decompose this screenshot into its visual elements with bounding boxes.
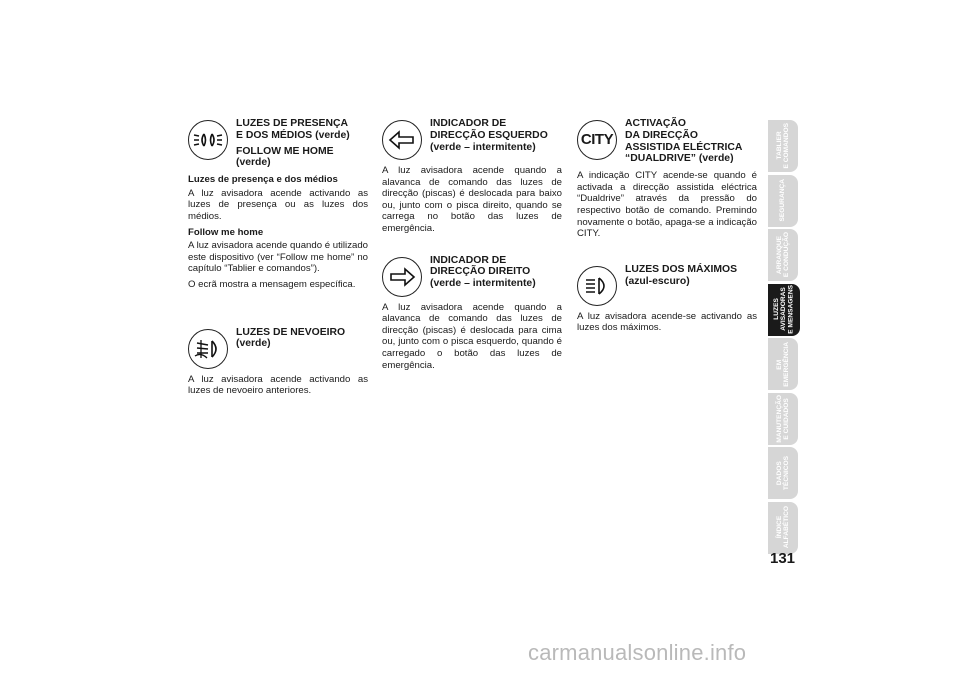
chapter-tabs bbox=[768, 120, 798, 556]
paragraph: A luz avisadora acende quando a alavanca de comando das luzes de direcção (piscas) é deslocada para baixo ou, junto com o pisca direito, quando se carrega no botão das luzes de emergência. bbox=[382, 165, 562, 234]
entry-dualdrive-head bbox=[577, 118, 757, 165]
title-line: INDICADOR DE bbox=[430, 118, 507, 129]
tab-label: SEGURANÇA bbox=[779, 179, 787, 222]
title-line: DIRECÇÃO ESQUERDO bbox=[430, 129, 548, 141]
entry-fog-lights-head bbox=[188, 327, 368, 369]
entry-high-beam-head bbox=[577, 264, 757, 306]
title-color: (verde – intermitente) bbox=[430, 278, 536, 290]
tab-emergencia[interactable] bbox=[768, 338, 798, 390]
fog-light-icon bbox=[188, 329, 228, 369]
tab-dados-tecnicos[interactable] bbox=[768, 447, 798, 499]
title-line: FOLLOW ME HOME bbox=[236, 145, 334, 157]
tab-label: DADOS TÉCNICOS bbox=[775, 455, 790, 491]
page-number: 131 bbox=[770, 550, 796, 567]
title-line: INDICADOR DE bbox=[430, 254, 507, 266]
paragraph: A luz avisadora acende-se activando as luzes dos máximos. bbox=[577, 310, 757, 334]
arrow-left-icon bbox=[382, 120, 422, 160]
city-icon bbox=[577, 120, 617, 160]
entry-title bbox=[430, 255, 562, 290]
entry-position-lights-head bbox=[188, 118, 368, 169]
column-2 bbox=[382, 118, 562, 375]
title-color: (verde) bbox=[236, 157, 271, 169]
entry-title bbox=[625, 118, 757, 165]
title-line: ASSISTIDA ELÉCTRICA bbox=[625, 141, 743, 153]
tab-label: LUZES AVISADORAS E MENSAGENS bbox=[773, 285, 795, 334]
entry-extra-title bbox=[236, 146, 368, 170]
subheading: Follow me home bbox=[188, 226, 264, 238]
title-line: DA DIRECÇÃO bbox=[625, 129, 698, 141]
arrow-right-icon bbox=[382, 257, 422, 297]
title-line: ACTIVAÇÃO bbox=[625, 118, 686, 129]
title-line: LUZES DOS MÁXIMOS bbox=[625, 263, 737, 275]
paragraph: A luz avisadora acende quando a alavanca de comando das luzes de direcção (piscas) é deslocada para cima ou, junto com o pisca esquerdo, quando é carregado o botão das luzes de emergência. bbox=[382, 301, 562, 371]
title-line: LUZES DE NEVOEIRO bbox=[236, 326, 346, 338]
entry-title bbox=[236, 327, 368, 351]
paragraph: A luz avisadora acende activando as luzes de nevoeiro anteriores. bbox=[188, 373, 368, 397]
subheading: Luzes de presença e dos médios bbox=[188, 174, 338, 186]
high-beam-icon bbox=[577, 266, 617, 306]
tab-luzes-avisadoras[interactable] bbox=[768, 284, 800, 336]
title-line: “DUALDRIVE” (verde) bbox=[625, 153, 734, 165]
entry-title bbox=[236, 118, 368, 142]
entry-left-indicator-head bbox=[382, 118, 562, 160]
tab-label: EM EMERGÊNCIA bbox=[775, 341, 790, 387]
title-line: LUZES DE PRESENÇA bbox=[236, 118, 349, 129]
title-color: (azul-escuro) bbox=[625, 275, 690, 287]
tab-tablier[interactable] bbox=[768, 120, 798, 172]
paragraph: A indicação CITY acende-se quando é activada a direcção assistida eléctrica “Dualdrive” através da pressão do respectivo botão de comando. Premindo novamente o botão, apaga-se a indicação CITY. bbox=[577, 170, 757, 240]
title-color: (verde) bbox=[236, 338, 271, 350]
entry-right-indicator-head bbox=[382, 255, 562, 297]
watermark: carmanualsonline.info bbox=[528, 640, 747, 665]
title-color: (verde – intermitente) bbox=[430, 141, 536, 153]
paragraph: O ecrã mostra a mensagem específica. bbox=[188, 278, 356, 290]
tab-manutencao[interactable] bbox=[768, 393, 798, 445]
position-dipped-lights-icon bbox=[188, 120, 228, 160]
title-line: E DOS MÉDIOS bbox=[236, 129, 313, 141]
tab-label: ÍNDICE ALFABÉTICO bbox=[775, 506, 790, 549]
tab-indice[interactable] bbox=[768, 502, 798, 554]
column-3 bbox=[577, 118, 757, 338]
tab-label: TABLIER E COMANDOS bbox=[775, 123, 790, 169]
entry-title bbox=[430, 118, 562, 153]
entry-title bbox=[625, 264, 757, 288]
tab-seguranca[interactable] bbox=[768, 175, 798, 227]
tab-label: ARRANQUE E CONDUÇÃO bbox=[775, 232, 790, 278]
tab-arranque[interactable] bbox=[768, 229, 798, 281]
city-icon-label: CITY bbox=[580, 131, 614, 149]
paragraph: A luz avisadora acende quando é utilizado este dispositivo (ver “Follow me home” no capítulo “Tablier e comandos”). bbox=[188, 240, 368, 275]
tab-label: MANUTENÇÃO E CUIDADOS bbox=[775, 394, 790, 443]
title-color: (verde) bbox=[315, 129, 350, 141]
paragraph: A luz avisadora acende activando as luzes de presença ou as luzes dos médios. bbox=[188, 187, 368, 222]
column-1 bbox=[188, 118, 368, 401]
title-line: DIRECÇÃO DIREITO bbox=[430, 266, 531, 278]
